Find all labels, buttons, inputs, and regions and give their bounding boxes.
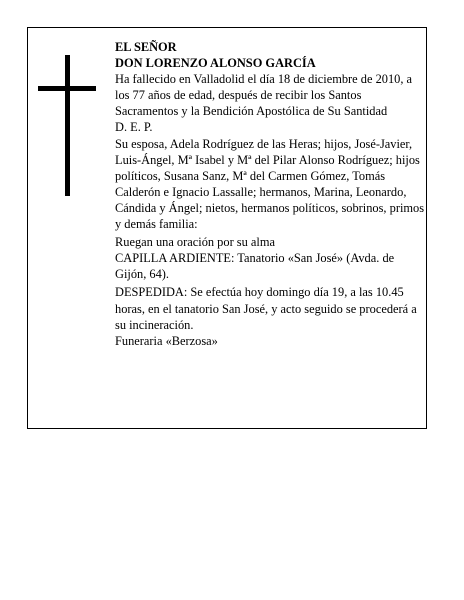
family-paragraph: Su esposa, Adela Rodríguez de las Heras; hijos, José-Javier, Luis-Ángel, Mª Isabel y Mª del Pilar Alonso Rodríguez; hijos políticos, Susana Sanz, Mª del Carmen Gómez, Tomás Calderón e Ignacio Lassalle; hermanos, Marina, Leonardo, Cándida y Ángel; nietos, hermanos políticos, sobrinos, primos y demás familia: (115, 136, 425, 232)
cross-icon-crossbar (38, 86, 96, 91)
obituary-title-line2: DON LORENZO ALONSO GARCÍA (115, 56, 316, 71)
cross-icon (65, 55, 70, 196)
obituary-title-line1: EL SEÑOR (115, 40, 177, 54)
obituary-text (115, 39, 427, 349)
dep-text: D. E. P. (115, 120, 153, 135)
funeral-home-text: Funeraria «Berzosa» (115, 333, 218, 348)
obituary-notice (27, 27, 427, 429)
farewell-paragraph: DESPEDIDA: Se efectúa hoy domingo día 19, a las 10.45 horas, en el tanatorio San José, y acto seguido se procederá a su incineración. (115, 285, 417, 332)
chapel-paragraph: CAPILLA ARDIENTE: Tanatorio «San José» (Avda. de Gijón, 64). (115, 251, 395, 282)
prayer-text: Ruegan una oración por su alma (115, 235, 275, 250)
death-paragraph: Ha fallecido en Valladolid el día 18 de diciembre de 2010, a los 77 años de edad, después de recibir los Santos Sacramentos y la Bendición Apostólica de Su Santidad (115, 72, 413, 119)
